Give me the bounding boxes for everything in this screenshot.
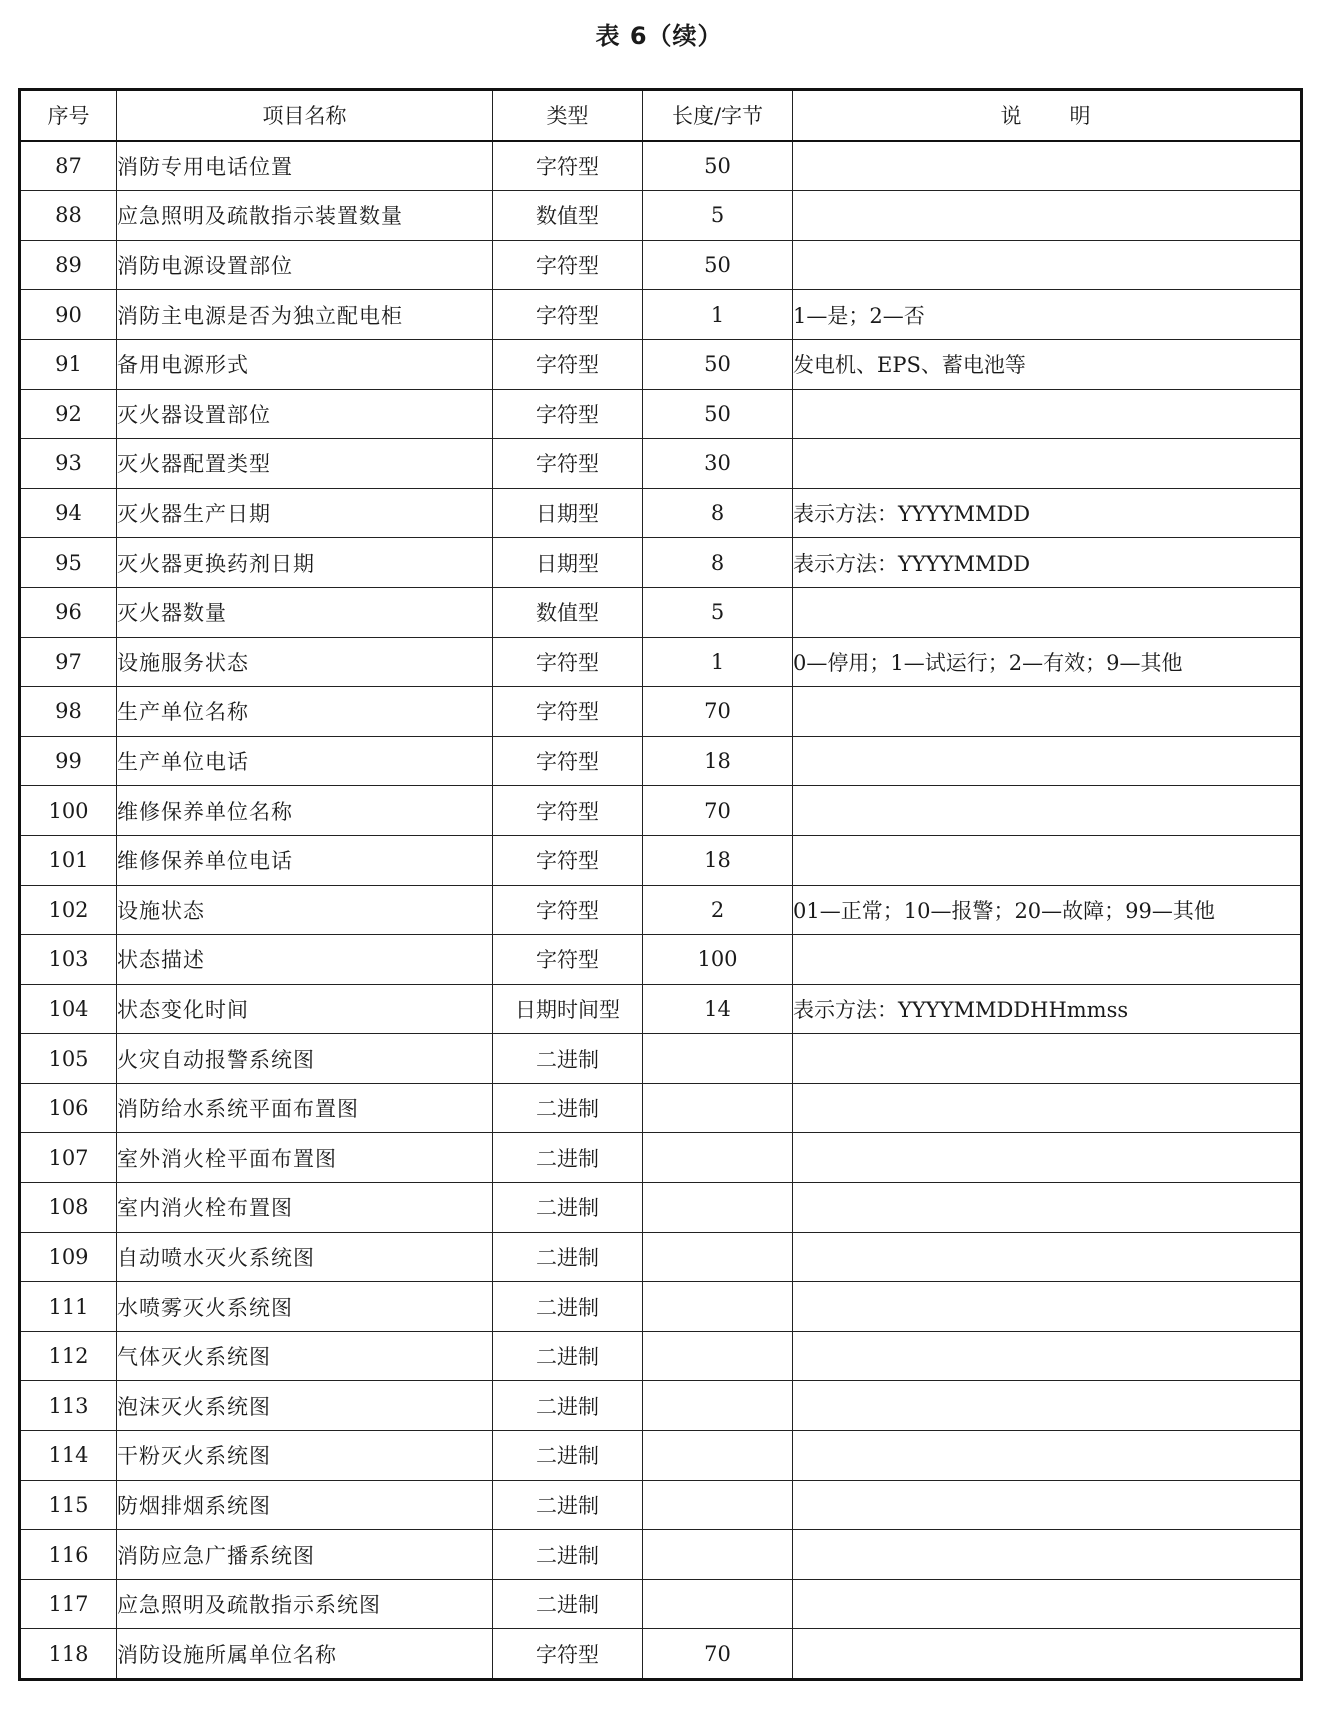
cell-length: 1 — [643, 290, 793, 340]
cell-type: 二进制 — [493, 1133, 643, 1183]
cell-type: 字符型 — [493, 687, 643, 737]
cell-no: 111 — [20, 1282, 117, 1332]
cell-name: 干粉灭火系统图 — [117, 1431, 493, 1481]
table-row — [20, 786, 1302, 836]
cell-no: 90 — [20, 290, 117, 340]
cell-type: 字符型 — [493, 885, 643, 935]
cell-length: 5 — [643, 587, 793, 637]
cell-name: 状态变化时间 — [117, 984, 493, 1034]
cell-type: 二进制 — [493, 1034, 643, 1084]
header-type: 类型 — [493, 90, 643, 141]
cell-no: 115 — [20, 1480, 117, 1530]
table-row — [20, 488, 1302, 538]
cell-note — [793, 240, 1302, 290]
cell-name: 气体灭火系统图 — [117, 1331, 493, 1381]
cell-no: 99 — [20, 736, 117, 786]
cell-length — [643, 1034, 793, 1084]
cell-type: 二进制 — [493, 1232, 643, 1282]
data-spec-table — [18, 88, 1303, 1681]
cell-no: 118 — [20, 1629, 117, 1680]
cell-no: 98 — [20, 687, 117, 737]
cell-type: 日期型 — [493, 488, 643, 538]
cell-no: 100 — [20, 786, 117, 836]
table-row — [20, 1530, 1302, 1580]
cell-note: 0—停用；1—试运行；2—有效；9—其他 — [793, 637, 1302, 687]
cell-length — [643, 1530, 793, 1580]
cell-note — [793, 141, 1302, 191]
cell-length: 2 — [643, 885, 793, 935]
cell-no: 101 — [20, 835, 117, 885]
table-row — [20, 1133, 1302, 1183]
cell-type: 数值型 — [493, 587, 643, 637]
cell-name: 消防主电源是否为独立配电柜 — [117, 290, 493, 340]
cell-no: 95 — [20, 538, 117, 588]
cell-note — [793, 1183, 1302, 1233]
cell-note — [793, 1083, 1302, 1133]
table-row — [20, 439, 1302, 489]
cell-name: 消防设施所属单位名称 — [117, 1629, 493, 1680]
table-row — [20, 835, 1302, 885]
cell-note — [793, 1331, 1302, 1381]
cell-note — [793, 439, 1302, 489]
cell-no: 112 — [20, 1331, 117, 1381]
table-row — [20, 1579, 1302, 1629]
cell-length — [643, 1431, 793, 1481]
cell-name: 泡沫灭火系统图 — [117, 1381, 493, 1431]
table-row — [20, 1232, 1302, 1282]
cell-note: 表示方法：YYYYMMDDHHmmss — [793, 984, 1302, 1034]
cell-note — [793, 786, 1302, 836]
cell-note — [793, 935, 1302, 985]
cell-type: 字符型 — [493, 1629, 643, 1680]
cell-name: 维修保养单位名称 — [117, 786, 493, 836]
cell-type: 字符型 — [493, 736, 643, 786]
cell-type: 二进制 — [493, 1183, 643, 1233]
cell-name: 室外消火栓平面布置图 — [117, 1133, 493, 1183]
cell-name: 灭火器更换药剂日期 — [117, 538, 493, 588]
cell-type: 字符型 — [493, 835, 643, 885]
cell-name: 应急照明及疏散指示系统图 — [117, 1579, 493, 1629]
cell-no: 105 — [20, 1034, 117, 1084]
cell-length — [643, 1579, 793, 1629]
cell-length: 1 — [643, 637, 793, 687]
cell-no: 92 — [20, 389, 117, 439]
cell-note — [793, 587, 1302, 637]
cell-no: 106 — [20, 1083, 117, 1133]
cell-name: 水喷雾灭火系统图 — [117, 1282, 493, 1332]
cell-type: 二进制 — [493, 1431, 643, 1481]
cell-type: 二进制 — [493, 1282, 643, 1332]
cell-type: 字符型 — [493, 389, 643, 439]
cell-name: 状态描述 — [117, 935, 493, 985]
cell-no: 116 — [20, 1530, 117, 1580]
cell-note — [793, 1629, 1302, 1680]
cell-note — [793, 1530, 1302, 1580]
cell-type: 字符型 — [493, 290, 643, 340]
cell-type: 字符型 — [493, 935, 643, 985]
cell-no: 103 — [20, 935, 117, 985]
cell-length — [643, 1480, 793, 1530]
cell-name: 灭火器配置类型 — [117, 439, 493, 489]
cell-length: 14 — [643, 984, 793, 1034]
cell-name: 灭火器数量 — [117, 587, 493, 637]
cell-note — [793, 835, 1302, 885]
header-no: 序号 — [20, 90, 117, 141]
cell-length — [643, 1183, 793, 1233]
cell-note — [793, 389, 1302, 439]
table-row — [20, 1331, 1302, 1381]
cell-length: 8 — [643, 488, 793, 538]
cell-note — [793, 1431, 1302, 1481]
cell-length — [643, 1083, 793, 1133]
cell-name: 消防给水系统平面布置图 — [117, 1083, 493, 1133]
cell-note — [793, 687, 1302, 737]
table-row — [20, 290, 1302, 340]
cell-no: 97 — [20, 637, 117, 687]
cell-type: 字符型 — [493, 240, 643, 290]
cell-length: 70 — [643, 1629, 793, 1680]
table-row — [20, 935, 1302, 985]
cell-name: 自动喷水灭火系统图 — [117, 1232, 493, 1282]
table-row — [20, 240, 1302, 290]
cell-note — [793, 1579, 1302, 1629]
cell-note: 表示方法：YYYYMMDD — [793, 488, 1302, 538]
cell-type: 二进制 — [493, 1480, 643, 1530]
table-row — [20, 1480, 1302, 1530]
cell-no: 117 — [20, 1579, 117, 1629]
cell-name: 维修保养单位电话 — [117, 835, 493, 885]
cell-note — [793, 1480, 1302, 1530]
header-note — [793, 90, 1302, 141]
cell-type: 字符型 — [493, 141, 643, 191]
table-row — [20, 587, 1302, 637]
cell-no: 93 — [20, 439, 117, 489]
table-row — [20, 984, 1302, 1034]
table-row — [20, 1431, 1302, 1481]
table-caption: 表 6（续） — [595, 22, 723, 50]
cell-length: 8 — [643, 538, 793, 588]
cell-name: 消防专用电话位置 — [117, 141, 493, 191]
cell-length: 70 — [643, 786, 793, 836]
cell-length: 50 — [643, 339, 793, 389]
table-row — [20, 1282, 1302, 1332]
table-row — [20, 1183, 1302, 1233]
cell-length: 5 — [643, 191, 793, 241]
cell-no: 89 — [20, 240, 117, 290]
cell-no: 108 — [20, 1183, 117, 1233]
cell-name: 消防应急广播系统图 — [117, 1530, 493, 1580]
cell-note — [793, 191, 1302, 241]
cell-note: 表示方法：YYYYMMDD — [793, 538, 1302, 588]
cell-type: 二进制 — [493, 1530, 643, 1580]
table-row — [20, 538, 1302, 588]
table-row — [20, 1629, 1302, 1680]
table-row — [20, 191, 1302, 241]
cell-type: 数值型 — [493, 191, 643, 241]
cell-note: 发电机、EPS、蓄电池等 — [793, 339, 1302, 389]
header-length: 长度/字节 — [643, 90, 793, 141]
table-header — [20, 90, 1302, 141]
table-row — [20, 1083, 1302, 1133]
cell-length — [643, 1282, 793, 1332]
cell-name: 备用电源形式 — [117, 339, 493, 389]
cell-name: 应急照明及疏散指示装置数量 — [117, 191, 493, 241]
cell-name: 生产单位名称 — [117, 687, 493, 737]
cell-no: 107 — [20, 1133, 117, 1183]
cell-note: 1—是；2—否 — [793, 290, 1302, 340]
cell-type: 日期时间型 — [493, 984, 643, 1034]
cell-length: 70 — [643, 687, 793, 737]
cell-length: 50 — [643, 389, 793, 439]
cell-type: 日期型 — [493, 538, 643, 588]
cell-name: 消防电源设置部位 — [117, 240, 493, 290]
cell-type: 字符型 — [493, 339, 643, 389]
cell-no: 91 — [20, 339, 117, 389]
cell-length — [643, 1232, 793, 1282]
cell-name: 设施状态 — [117, 885, 493, 935]
cell-type: 二进制 — [493, 1083, 643, 1133]
cell-length: 30 — [643, 439, 793, 489]
cell-type: 二进制 — [493, 1381, 643, 1431]
table-row — [20, 141, 1302, 191]
cell-length — [643, 1331, 793, 1381]
cell-type: 二进制 — [493, 1579, 643, 1629]
cell-no: 114 — [20, 1431, 117, 1481]
cell-length — [643, 1381, 793, 1431]
header-note-label: 说 明 — [1000, 104, 1093, 129]
table-row — [20, 736, 1302, 786]
cell-no: 104 — [20, 984, 117, 1034]
cell-name: 火灾自动报警系统图 — [117, 1034, 493, 1084]
cell-length: 18 — [643, 835, 793, 885]
cell-name: 防烟排烟系统图 — [117, 1480, 493, 1530]
cell-length — [643, 1133, 793, 1183]
cell-no: 87 — [20, 141, 117, 191]
cell-type: 字符型 — [493, 786, 643, 836]
table-row — [20, 1034, 1302, 1084]
cell-type: 字符型 — [493, 439, 643, 489]
cell-length: 100 — [643, 935, 793, 985]
cell-type: 二进制 — [493, 1331, 643, 1381]
cell-length: 50 — [643, 240, 793, 290]
cell-length: 50 — [643, 141, 793, 191]
cell-name: 设施服务状态 — [117, 637, 493, 687]
cell-no: 113 — [20, 1381, 117, 1431]
cell-no: 102 — [20, 885, 117, 935]
table-row — [20, 885, 1302, 935]
cell-note — [793, 736, 1302, 786]
table-row — [20, 389, 1302, 439]
cell-length: 18 — [643, 736, 793, 786]
cell-type: 字符型 — [493, 637, 643, 687]
cell-no: 94 — [20, 488, 117, 538]
cell-name: 生产单位电话 — [117, 736, 493, 786]
table-row — [20, 339, 1302, 389]
cell-name: 室内消火栓布置图 — [117, 1183, 493, 1233]
cell-note — [793, 1232, 1302, 1282]
cell-note — [793, 1381, 1302, 1431]
cell-no: 109 — [20, 1232, 117, 1282]
cell-no: 96 — [20, 587, 117, 637]
cell-no: 88 — [20, 191, 117, 241]
cell-note — [793, 1282, 1302, 1332]
table-row — [20, 687, 1302, 737]
cell-note — [793, 1034, 1302, 1084]
cell-note: 01—正常；10—报警；20—故障；99—其他 — [793, 885, 1302, 935]
cell-name: 灭火器设置部位 — [117, 389, 493, 439]
table-row — [20, 637, 1302, 687]
header-name: 项目名称 — [117, 90, 493, 141]
cell-note — [793, 1133, 1302, 1183]
header-row — [20, 90, 1302, 141]
table-row — [20, 1381, 1302, 1431]
table-body — [20, 141, 1302, 1680]
cell-name: 灭火器生产日期 — [117, 488, 493, 538]
